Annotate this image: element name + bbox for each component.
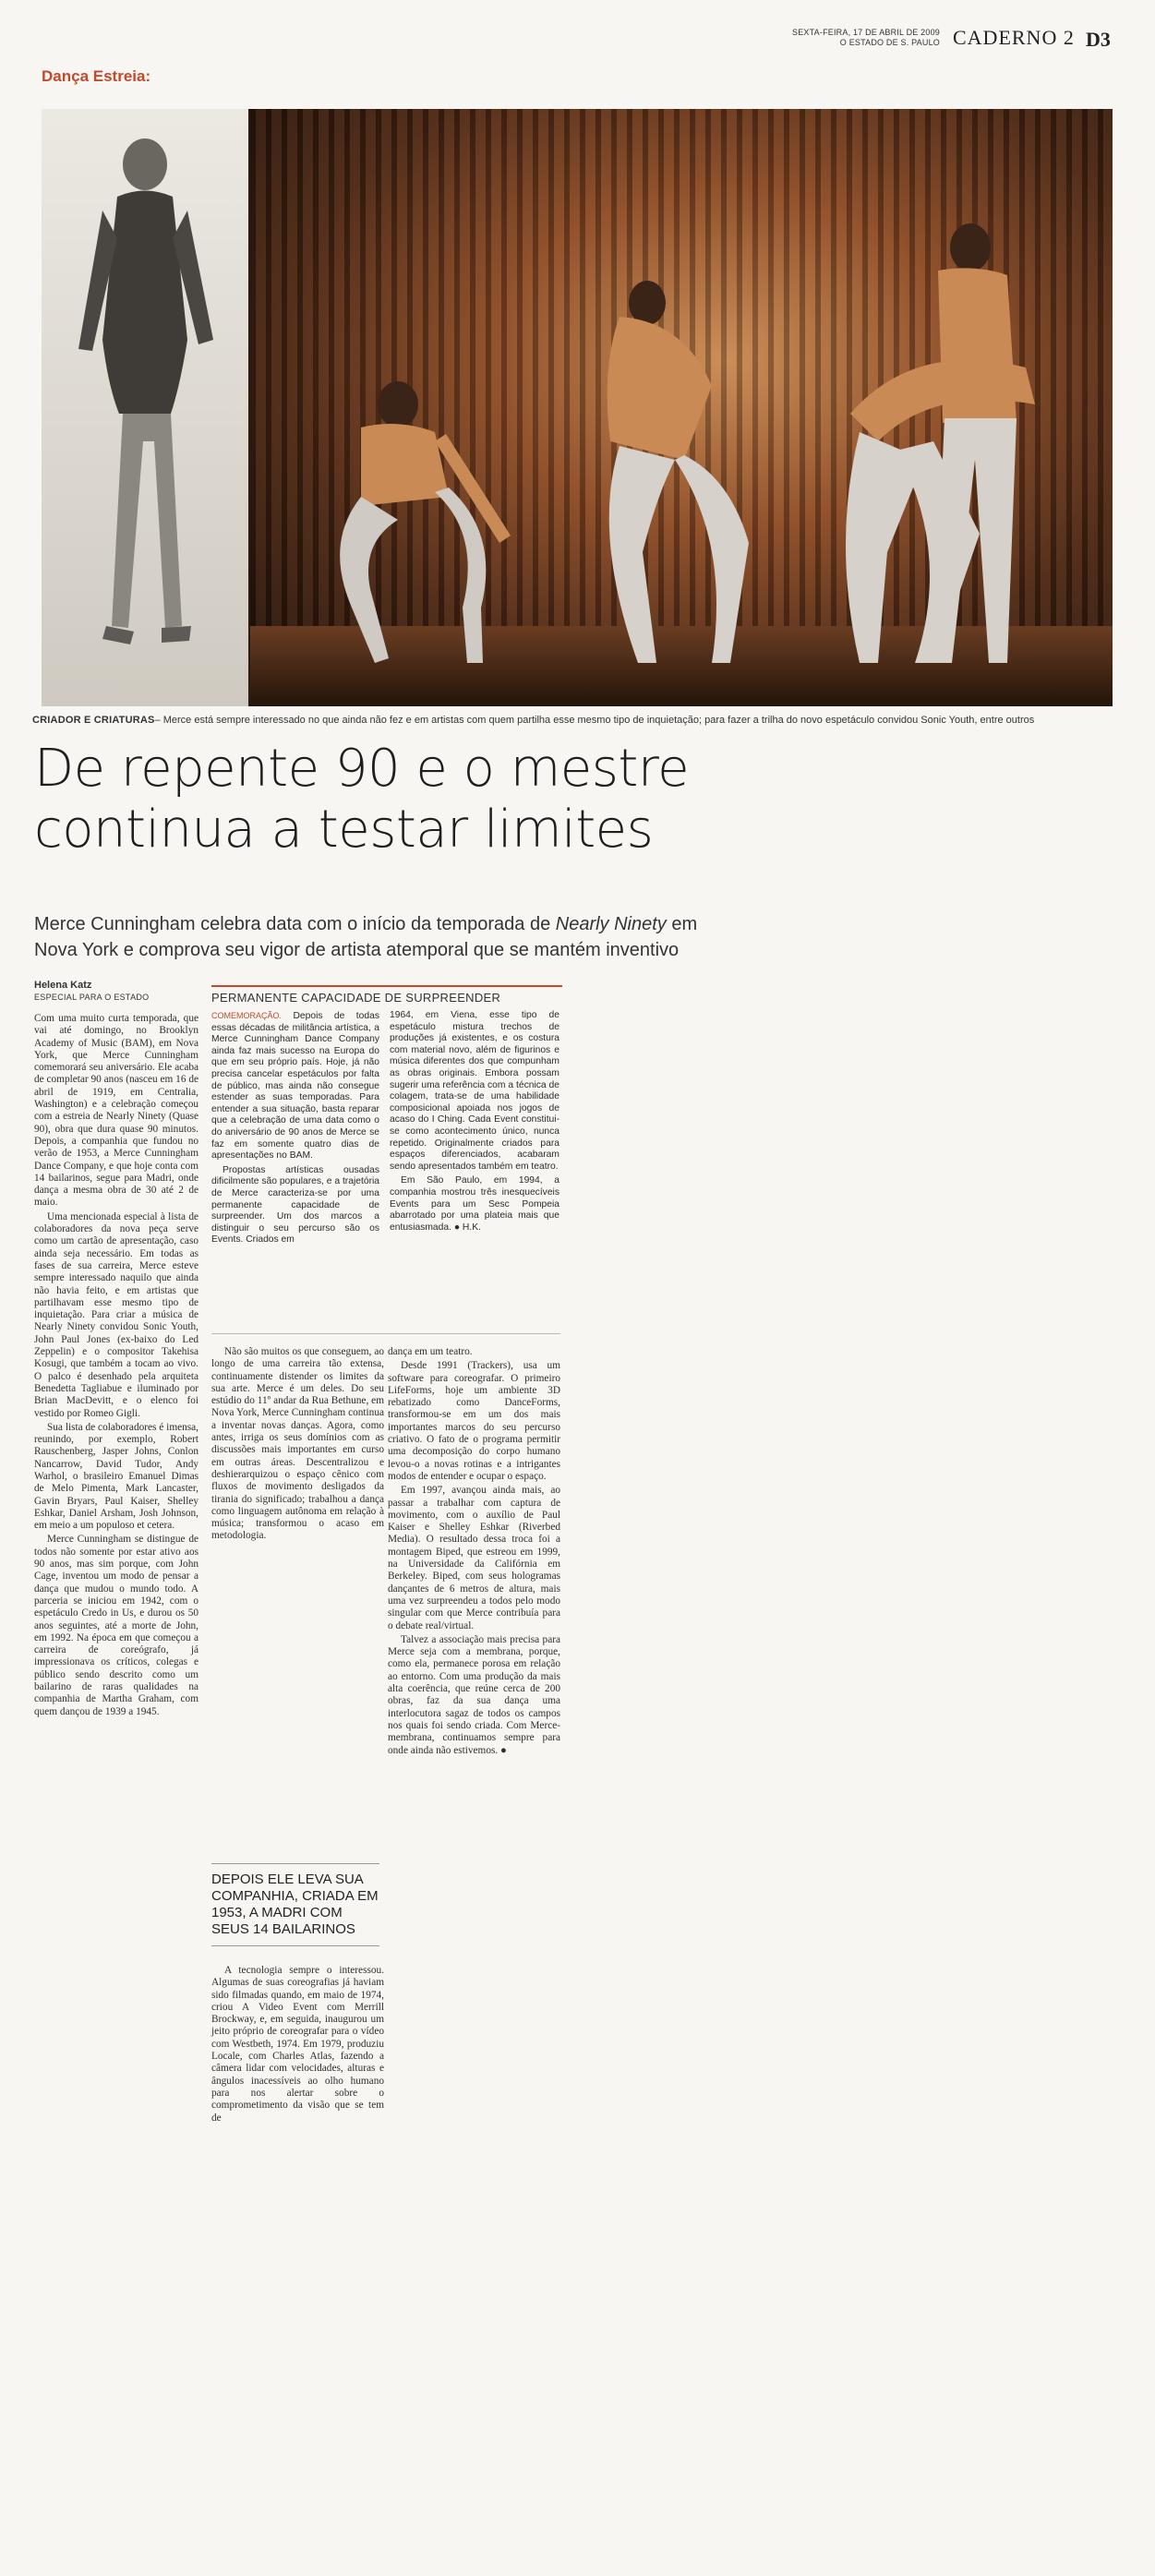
subhead-line1-start: Merce Cunningham celebra data com o início da temporada de xyxy=(34,914,556,934)
paragraph: Talvez a associação mais precisa para Merce seja com a membrana, porque, como ela, permanece porosa em relação ao entorno. Com uma produção da mais alta coerência, que reúne cerca de 200 obras, faz da sua dança uma interlocutora sagaz de todos os campos nos quais foi sendo criada. Com Merce-membrana, continuamos sempre para onde ainda não estivemos. ● xyxy=(388,1633,560,1756)
photo-caption xyxy=(32,715,1122,726)
page-number: D3 xyxy=(1086,28,1111,51)
article-photo xyxy=(42,109,1113,706)
dancer-crouching xyxy=(340,381,511,663)
sidebar-box-title: PERMANENTE CAPACIDADE DE SURPREENDER xyxy=(211,985,562,1005)
paragraph: A tecnologia sempre o interessou. Algumas de suas coreografias já haviam sido filmadas quando, em maio de 1974, criou A Video Event com Merrill Brockway, e, em seguida, inaugurou um jeito próprio de coreografar para o vídeo com Westbeth, 1974. Em 1979, produziu Locale, com Charles Atlas, fazendo a câmera lidar com velocidades, alturas e ângulos inacessíveis ao olho humano para nos alertar sobre o comprometimento da visão que se tem de xyxy=(211,1965,384,2124)
sidebar-box-column-b xyxy=(390,1010,559,1236)
sidebar-box-column-a xyxy=(211,1010,379,1249)
paragraph: Desde 1991 (Trackers), usa um software para coreografar. O primeiro LifeForms, hoje um ambiente 3D rebatizado como DanceForms, transformou-se em um dos mais importantes marcos do seu percurso criativo. O fato de o programa permitir uma decomposição do corpo humano levou-o a novas rotinas e a intrigantes modos de entender e ocupar o espaço. xyxy=(388,1360,560,1482)
paragraph: Sua lista de colaboradores é imensa, reunindo, por exemplo, Robert Rauschenberg, Jasper Johns, Conlon Nancarrow, David Tudor, Andy Warhol, o brasileiro Emanuel Dimas de Melo Pimenta, Mark Lancaster, Gavin Bryars, Paul Kaiser, Shelley Eshkar, Daniel Arsham, Josh Johnson, em meio a um populoso et cetera. xyxy=(34,1421,199,1532)
paragraph: Em 1997, avançou ainda mais, ao passar a trabalhar com captura de movimento, com o auxílio de Paul Kaiser e Shelley Eshkar (Riverbed Media). O resultado dessa troca foi a montagem Biped, que estreou em 1999, na Universidade da Califórnia em Berkeley. Biped, com seus hologramas dançantes de 6 metros de altura, mais uma vez surpreendeu a todos pelo modo singular com que Merce contribuía para o debate real/virtual. xyxy=(388,1485,560,1631)
article-column-3 xyxy=(388,1346,560,1759)
paragraph: Merce Cunningham se distingue de todos não somente por estar ativo aos 90 anos, mas sim porque, com John Cage, inventou um modo de pensar a dança que mudou o mundo todo. A parceria se iniciou em 1942, com o espetáculo Credo in Us, e durou os 50 anos seguintes, até a morte de John, em 1992. Na época em que começou a carreira de coreógrafo, já impressionava os críticos, colegas e público sendo descrito como um bailarino de raras qualidades na companhia de Martha Graham, com quem dançou de 1939 a 1945. xyxy=(34,1534,199,1717)
paragraph: Propostas artísticas ousadas dificilmente são populares, e a trajetória de Merce caracteriza-se por uma permanente capacidade de surpreender. Um dos marcos a distinguir o seu percurso são os Events. Criados em xyxy=(211,1164,380,1246)
paragraph: Depois de todas essas décadas de militância artística, a Merce Cunningham Dance Company ainda faz mais sucesso na Europa do que em seu próprio país. Hoje, já não precisa cancelar espetáculos por falta de público, mas ainda não consegue estender as suas temporadas. Para entender a sua situação, basta reparar que a celebração de uma data como o do aniversário de 90 anos de Merce se faz em somente quatro dias de apresentações no BAM. xyxy=(211,1011,379,1162)
headline-line-2: continua a testar limites xyxy=(34,800,654,860)
header-date xyxy=(783,28,940,48)
article-column-1 xyxy=(34,1013,199,1720)
paragraph: dança em um teatro. xyxy=(388,1346,473,1357)
caption-lead: CRIADOR E CRIATURAS xyxy=(32,715,155,726)
dancer-bending xyxy=(608,281,749,663)
paragraph: Uma mencionada especial à lista de colaboradores da nova peça serve como um cartão de apresentação, caso ainda seja necessário. Em todas as fases de sua carreira, Merce esteve sempre interessado naquilo que ainda não havia feito, e em artistas que partilhavam esse mesmo tipo de inquietação. Para criar a música de Nearly Ninety convidou Sonic Youth, John Paul Jones (ex-baixo do Led Zeppelin) e o compositor Takehisa Kosugi, que também a tocam ao vivo. O palco é desenhado pela arquiteta Benedetta Tagliabue e iluminado por Brian MacDevitt, e o elenco foi vestido por Romeo Gigli. xyxy=(34,1210,199,1419)
section-name: CADERNO 2 xyxy=(953,26,1075,49)
sidebar-tag: COMEMORAÇÃO. xyxy=(211,1011,283,1020)
sidebar-divider xyxy=(211,1333,560,1334)
subhead-line1-end: em xyxy=(666,914,698,934)
paragraph: Com uma muito curta temporada, que vai até domingo, no Brooklyn Academy of Music (BAM), em Nova York, que Merce Cunningham comemorará seu aniversário. Ele acaba de completar 90 anos (nasceu em 16 de abril de 1919, em Centralia, Washington) e a celebração começou com a estreia de Nearly Ninety (Quase 90), obra que dura quase 90 minutos. Depois, a companhia que fundou no verão de 1953, a Merce Cunningham Dance Company, e que hoje conta com 14 bailarinos, segue para Madri, onde dança a mesma obra de 30 até 2 de maio. xyxy=(34,1013,199,1209)
article-column-2 xyxy=(211,1346,384,1545)
portrait-figure-illustration xyxy=(42,109,248,706)
author-name: Helena Katz xyxy=(34,980,92,991)
caption-text: – Merce está sempre interessado no que ainda não fez e em artistas com quem partilha esse mesmo tipo de inquietação; para fazer a trilha do novo espetáculo convidou Sonic Youth, entre outros xyxy=(154,715,1035,726)
headline xyxy=(34,739,791,861)
kicker: Dança Estreia: xyxy=(42,67,151,85)
article-column-2-continued xyxy=(211,1965,384,2126)
issue-date: SEXTA-FEIRA, 17 DE ABRIL DE 2009 xyxy=(792,28,940,37)
paragraph: 1964, em Viena, esse tipo de espetáculo mistura trechos de produções já existentes, e os costura com material novo, além de figurinos e música diferentes dos que compunham as obras originais. Embora possam sugerir uma referência com a técnica de colagem, trata-se de uma habilidade composicional apoiada nos jogos de acaso do I Ching. Cada Event constitui-se como acontecimento único, nunca repetido. Originalmente criados para espaços diferenciados, acabaram sendo apresentados também em teatro. xyxy=(390,1010,559,1172)
headline-line-1: De repente 90 e o mestre xyxy=(34,739,690,799)
byline xyxy=(34,980,149,1002)
newspaper-name: O ESTADO DE S. PAULO xyxy=(839,38,940,47)
paragraph: Não são muitos os que conseguem, ao longo de uma carreira tão extensa, continuamente distender os limites da sua arte. Merce é um deles. Do seu estúdio do 11º andar da Rua Bethune, em Nova York, Merce Cunningham continua a inventar novas danças. Agora, como antes, irriga os seus domínios com as discussões mais importantes em curso em outras áreas. Descentralizou e deshierarquizou o espaço cênico com fluxos de movimento desligados da tirania do significado; trabalhou a dança como linguagem autônoma em relação à música; transformou o acaso em metodologia. xyxy=(211,1346,384,1542)
paragraph: Em São Paulo, em 1994, a companhia mostrou três inesquecíveis Events para um Sesc Pompeia abarrotado por uma plateia mais que entusiasmada. ● H.K. xyxy=(390,1175,559,1233)
author-role: ESPECIAL PARA O ESTADO xyxy=(34,993,150,1002)
subheadline xyxy=(34,911,791,963)
subhead-line-2: Nova York e comprova seu vigor de artista atemporal que se mantém inventivo xyxy=(34,940,680,960)
subhead-work-title: Nearly Ninety xyxy=(555,914,667,934)
photo-portrait-panel xyxy=(42,109,248,706)
dancers-silhouettes xyxy=(250,109,1113,706)
pull-quote: DEPOIS ELE LEVA SUA COMPANHIA, CRIADA EM 1953, A MADRI COM SEUS 14 BAILARINOS xyxy=(211,1863,379,1946)
